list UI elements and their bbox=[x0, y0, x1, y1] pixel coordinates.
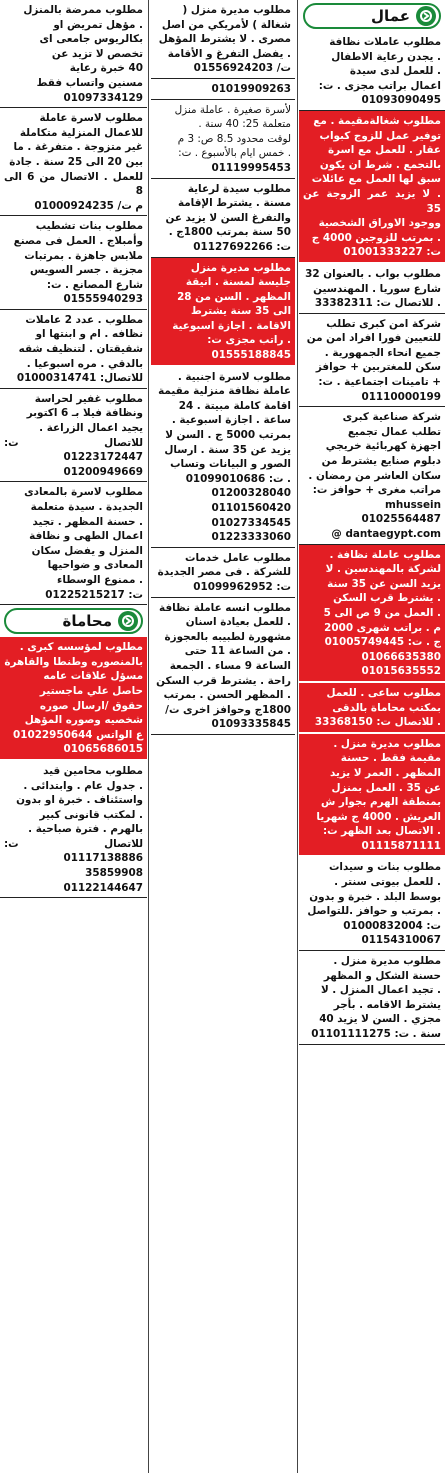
ad-text-line: الصور و البيانات وتساب bbox=[170, 458, 291, 471]
ad-phone: ت: 01001333227 bbox=[343, 246, 441, 259]
ad-text-line: . حسنة المظهر . تجيد bbox=[32, 515, 143, 528]
ad-text-line: الاقامة . اجازة اسبوعية bbox=[172, 319, 291, 332]
ad-text-line: عن 35 . العمل بمنزل bbox=[331, 781, 441, 794]
ad-text-line: واستئناف . خبرة او بدون bbox=[16, 794, 143, 807]
ad-phone: 01097334129 bbox=[63, 91, 143, 104]
ad-text-line: يجيد اعمال الزراعة . bbox=[39, 422, 143, 435]
ad-text-line: شركة امن كبرى تطلب bbox=[326, 317, 441, 330]
classified-ad bbox=[299, 111, 445, 264]
ad-phone: ت: 01099962952 bbox=[193, 580, 291, 593]
classified-ad bbox=[0, 108, 147, 216]
ad-text-line: بمكتب محاماة بالدقى bbox=[332, 701, 441, 714]
ad-text-line: اقامة كاملة مبيتة . 24 bbox=[178, 399, 291, 412]
ad-text-line: تطلب عمال تجميع bbox=[347, 425, 441, 438]
ad-text-line: . العمل من 9 ص الى 5 bbox=[323, 606, 441, 619]
column-left bbox=[0, 0, 147, 1473]
classified-ad bbox=[299, 734, 445, 858]
classified-ad bbox=[151, 258, 295, 367]
ad-text-line: مجزي . السن لا يزيد 40 bbox=[319, 1013, 441, 1026]
ad-text-line: مشهورة لطبيبه بالعجوزة bbox=[164, 630, 291, 643]
ad-text-line: لشركة بالمهندسين . لا bbox=[325, 563, 441, 576]
ad-text-line: 01027334545 bbox=[211, 516, 291, 529]
ad-text-line: الجديدة . سيدة متعلمة bbox=[30, 501, 143, 513]
ad-text-line: اعمال الطهى و نظافة bbox=[29, 530, 143, 543]
ad-text-line: مسنين واتساب فقط bbox=[36, 76, 143, 89]
ad-text-line: اجهزة كهربائية خريجي bbox=[325, 440, 441, 453]
ad-text-line: شقيقتان . لتنظيف شقه bbox=[18, 343, 143, 356]
ad-phone: 01093090495 bbox=[361, 94, 441, 107]
ad-text-line: 01223333060 bbox=[211, 531, 291, 544]
ad-text-line: ت: 01000832004 bbox=[343, 919, 441, 932]
ad-text-line: نظافه . ام و ابنتها او bbox=[35, 328, 143, 341]
ad-text-line: مطلوب مديرة منزل . bbox=[333, 737, 441, 750]
classified-ad bbox=[299, 32, 445, 111]
ad-text-line: 50 سنة بمرتب 1800ج . bbox=[168, 226, 291, 239]
ad-text-line: توفير عمل للزوج كبواب bbox=[319, 129, 441, 142]
ad-text-line: سكن للمغتربين + حوافز bbox=[315, 361, 441, 374]
column-divider bbox=[297, 0, 298, 1473]
ad-text-line: يزيد عن 35 سنة . ارسال bbox=[164, 443, 291, 456]
ad-text-line: مطلوب بنات و سيدات bbox=[328, 861, 441, 874]
ad-text-line: المعادى و ضواحيها bbox=[47, 559, 143, 572]
ad-text-line: . تجيد اعمال المنزل . لا bbox=[320, 984, 441, 997]
ads-list bbox=[0, 0, 147, 605]
ad-text-line: سكان العاشر من رمضان . bbox=[308, 469, 441, 482]
ad-text-line: مطلوب انسه عاملة نظافة bbox=[159, 601, 291, 614]
ad-text-line: دبلوم صنايع يشترط من bbox=[321, 455, 441, 468]
ad-text-line: 01200328040 bbox=[211, 487, 291, 500]
ad-text-line: م ت/ 01000924235 bbox=[34, 199, 143, 212]
classified-ad bbox=[0, 0, 147, 108]
classified-ad bbox=[299, 857, 445, 951]
ad-text-line: ملابس جاهزة . بمرتبات bbox=[24, 249, 143, 262]
ad-text-line: مطلوب لمؤسسه كبرى . bbox=[19, 641, 143, 654]
ad-text-line: اعمال براتب مجزى . ت: bbox=[318, 79, 441, 92]
ad-text-line: . للاتصال ت: 33368150 bbox=[314, 716, 441, 729]
ad-text-line: مطلوب لاسرة بالمعادى bbox=[24, 486, 143, 499]
ad-text-line: م . براتب شهرى 2000 bbox=[324, 621, 441, 634]
ad-text-line: . يجدن رعاية الاطفال bbox=[331, 50, 441, 63]
ad-text-line: عاملة نظافة منزلية مقيمة bbox=[158, 385, 291, 398]
classified-ad bbox=[0, 389, 147, 483]
ad-text-line: المنزل و يفضل سكان bbox=[31, 544, 143, 557]
ad-text-line: مطلوب لاسرة عاملة bbox=[39, 112, 143, 125]
ad-text-line: شركة صناعية كبرى bbox=[342, 411, 441, 424]
column-divider bbox=[148, 0, 149, 1473]
ad-text-line: . راتب مجزى ت: bbox=[207, 334, 291, 347]
ad-text-line: بكالريوس جامعى اى bbox=[39, 33, 143, 46]
ad-phone: ت: 01127692266 bbox=[193, 240, 291, 253]
ad-text-line: مطلوب غفير لحراسة bbox=[34, 392, 143, 405]
ad-text-line: وأمبلاج . العمل فى مصنع bbox=[13, 234, 143, 247]
ad-text-line: مطلوب . عدد 2 عاملات bbox=[25, 313, 143, 326]
ad-text-line: بالهرم . فترة صباحية . bbox=[28, 823, 143, 836]
ad-text-line: بمنطقة الهرم بجوار ش bbox=[320, 796, 441, 809]
ad-text-line: حقوق /ارسال صوره bbox=[39, 699, 143, 712]
ad-text-line: . للاتصال ت: 33382311 bbox=[314, 297, 441, 310]
ad-text-line: 01200949669 bbox=[63, 465, 143, 478]
ad-text-line: بوسط البلد . خبرة و بدون bbox=[309, 890, 441, 903]
ad-text-line: شغالة ) لأمريكي من اصل bbox=[161, 18, 291, 31]
ad-phone: 01019909263 bbox=[211, 82, 291, 95]
classified-ad bbox=[299, 264, 445, 314]
ad-phone: 01115871111 bbox=[361, 839, 441, 852]
ad-text-line: . للعمل بيوتى سنتر . bbox=[334, 876, 441, 889]
ad-text-line: . الاتصال بعد الظهر ت: bbox=[322, 825, 441, 838]
ad-text-line: . المظهر الحسن . بمرتب bbox=[163, 689, 291, 702]
ad-phone: 01093335845 bbox=[211, 718, 291, 731]
ad-text-line: . بمرتب و حوافز .للتواصل bbox=[307, 905, 441, 918]
classified-ad bbox=[151, 548, 295, 598]
ad-text-line: . ت: 01099010686 bbox=[185, 472, 291, 485]
ad-text-line: مطلوب شغالةمقيمة . مع bbox=[313, 114, 441, 127]
ad-text-line: لأسرة صغيرة . عاملة منزل bbox=[174, 103, 291, 116]
section-header-workers bbox=[303, 3, 441, 29]
ad-text-line: سبق لها العمل مع عائلات bbox=[311, 173, 441, 186]
ad-phone: 01555940293 bbox=[63, 293, 143, 306]
ad-text-line: غير متزوجة . متفرغة . ما bbox=[13, 141, 143, 154]
ad-text-line: . لا يزيد عمر الزوجة عن 35 bbox=[303, 187, 441, 215]
ad-text-line: حاصل علي ماجستير bbox=[39, 684, 143, 697]
ad-text-line: مصرى . لا يشترط المؤهل bbox=[158, 33, 291, 46]
ad-text-line: للاتصال ت: 01223172447 bbox=[4, 436, 143, 464]
ad-text-line: جليسة لمسنة . انيقة bbox=[185, 276, 291, 289]
ad-phone: 01110000199 bbox=[361, 390, 441, 403]
ad-text-line: ع الواتس 01022950644 bbox=[13, 728, 143, 741]
ad-text-line: بالمنصوره وطنطا والقاهرة bbox=[4, 655, 143, 668]
ad-text-line: حسنة الشكل و المظهر bbox=[323, 969, 441, 982]
classified-ad bbox=[299, 314, 445, 408]
ad-text-line: مطلوب عاملة نظافة . bbox=[329, 548, 441, 561]
ad-text-line: العريش . 4000 ج شهريا bbox=[316, 810, 441, 823]
ad-text-line: جميع انحاء الجمهورية . bbox=[324, 346, 441, 359]
ad-text-line: يشترط الاقامه . بأجر bbox=[333, 998, 441, 1011]
ad-text-line: شارع المصانع . ت: bbox=[46, 278, 143, 291]
ad-text-line: . ممنوع الوسطاء bbox=[57, 573, 143, 586]
ad-text-line: مطلوب سيدة لرعاية bbox=[187, 182, 291, 195]
ad-text-line: ساعة . اجازة اسبوعية . bbox=[171, 414, 291, 427]
classified-ad bbox=[0, 637, 147, 761]
ad-text-line: بين 20 الى 25 سنة . جادة bbox=[9, 155, 143, 168]
classified-ad bbox=[299, 683, 445, 734]
ad-text-line: مراتب مغرى + حوافز ت: bbox=[312, 484, 441, 497]
ad-text-line: 40 خبرة رعاية bbox=[69, 62, 143, 75]
ad-text-line: مجزية . جسر السويس bbox=[29, 264, 143, 277]
ad-text-line: مطلوب ممرضة بالمنزل bbox=[23, 4, 143, 16]
ad-text-line: يزيد السن عن 35 سنة bbox=[327, 577, 441, 590]
ad-text-line: . يفضل التفرغ و الأقامة bbox=[167, 47, 291, 60]
ad-phone: ت/ 01556924203 bbox=[193, 62, 291, 75]
classified-ad bbox=[151, 598, 295, 735]
ad-text-line: للعمل . الاتصال من 6 الى 8 bbox=[4, 170, 144, 198]
ad-text-line: + تامينات اجتماعية . ت: bbox=[318, 376, 441, 389]
classified-ad bbox=[151, 179, 295, 258]
ad-text-line: مطلوب محامين قيد bbox=[43, 764, 143, 777]
ad-text-line: للشركة . فى مصر الجديدة bbox=[157, 566, 291, 579]
classified-ad bbox=[151, 0, 295, 79]
classified-ad bbox=[0, 482, 147, 605]
ad-text-line: 01101560420 bbox=[211, 502, 291, 514]
ad-phone: 01555188845 bbox=[211, 349, 291, 362]
ad-text-line: 01015635552 bbox=[361, 665, 441, 678]
section-title: عمال bbox=[371, 7, 410, 25]
ad-text-line: . للعمل بعيادة اسنان bbox=[185, 616, 291, 629]
ad-text-line: مطلوب ساعى . للعمل bbox=[326, 686, 441, 699]
ad-text-line: ت: 01225215217 bbox=[45, 588, 143, 601]
ad-text-line: شارع سوريا . المهندسين bbox=[313, 282, 441, 295]
classified-ad bbox=[299, 407, 445, 544]
ad-text-line: عقار . للعمل مع اسرة bbox=[327, 144, 441, 157]
ad-text-line: ج . ت: 01005749445 bbox=[324, 636, 441, 649]
section-header-lawyers bbox=[4, 608, 143, 634]
green-circle-arrow-icon bbox=[416, 6, 436, 26]
ad-text-line: . خمس ايام بالأسبوع . ت: bbox=[178, 147, 291, 160]
ad-text-line: . جدول عام . وابتدائى . bbox=[23, 779, 143, 792]
ad-text-line: dantaegypt.com @ bbox=[331, 528, 441, 540]
ad-text-line: مطلوب مديرة منزل ( bbox=[182, 4, 291, 16]
ad-text-line: بالدقي . مره اسبوعيا . bbox=[26, 357, 143, 370]
ad-text-line: مطلوب عامل خدمات bbox=[185, 551, 291, 564]
ad-text-line: تخصص لا تزيد عن bbox=[51, 47, 143, 60]
classified-ad bbox=[299, 545, 445, 683]
ad-text-line: بمرتب 5000 ج . السن لا bbox=[165, 429, 291, 442]
ad-text-line: متعلمة 25: 40 سنة . bbox=[198, 118, 291, 131]
ad-text-line: . لمكتب قانونى كبير bbox=[39, 808, 143, 821]
classified-ad bbox=[0, 761, 147, 898]
ad-text-line: للاتصال ت: 01117138886 bbox=[4, 837, 143, 865]
ad-text-line: 01065686015 bbox=[63, 743, 143, 756]
ad-text-line: 01066635380 bbox=[361, 650, 441, 663]
ad-text-line: مطلوب لاسرة اجنبية . bbox=[177, 370, 291, 383]
classified-ad bbox=[299, 951, 445, 1045]
column-middle bbox=[151, 0, 295, 1473]
ad-text-line: 1800ج وحوافز اخرى ت/ bbox=[165, 703, 291, 716]
ad-text-line: مطلوب مديرة منزل bbox=[190, 261, 291, 274]
classified-ad bbox=[151, 100, 295, 179]
ads-list bbox=[151, 0, 295, 735]
ad-text-line: مطلوب بواب . بالعنوان 32 bbox=[305, 267, 441, 280]
ad-text-line: مطلوب مديرة منزل . bbox=[333, 955, 441, 968]
ad-text-line: للاتصال: 01000314741 bbox=[16, 372, 143, 385]
ad-text-line: مسؤل علاقات عامه bbox=[43, 670, 143, 683]
green-circle-arrow-icon bbox=[118, 611, 138, 631]
column-right bbox=[299, 0, 445, 1473]
ad-text-line: الساعة 9 مساء . الجمعة bbox=[169, 659, 291, 672]
ad-text-line: 01122144647 bbox=[63, 881, 143, 894]
classified-ad bbox=[0, 310, 147, 389]
ad-text-line: الى 35 سنة يشترط bbox=[190, 305, 291, 318]
ad-text-line: . يشترط قرب السكن bbox=[333, 592, 441, 605]
classified-ad bbox=[151, 79, 295, 100]
ad-text-line: . للعمل لدى سيدة bbox=[349, 65, 441, 78]
ad-text-line: والتفرغ السن لا يزيد عن bbox=[165, 211, 291, 224]
ad-text-line: مسنة . يشترط الإقامة bbox=[177, 197, 291, 210]
ad-text-line: ونظافة فيلا بـ 6 اكتوبر bbox=[26, 407, 143, 420]
ad-text-line: مطلوب بنات تشطيب bbox=[35, 220, 143, 233]
ad-text-line: للتعيين فورا افراد امن من bbox=[306, 332, 441, 345]
ad-text-line: راحة . يشترط قرب السكن bbox=[156, 674, 291, 687]
ad-text-line: mhussein 01025564487 bbox=[361, 498, 441, 526]
ad-text-line: شخصيه وصوره المؤهل bbox=[24, 714, 143, 727]
ad-text-line: المظهر . العمر لا يزيد bbox=[329, 766, 441, 779]
ad-text-line: مقيمة فقط . حسنة bbox=[340, 752, 441, 765]
ads-list bbox=[0, 637, 147, 898]
ad-text-line: . بمرتب للزوجين 4000 ج bbox=[311, 231, 441, 244]
ad-text-line: 35859908 bbox=[85, 867, 143, 880]
ad-text-line: . مؤهل تمريض او bbox=[53, 18, 143, 31]
ad-text-line: بالتجمع . شرط ان يكون bbox=[319, 158, 441, 171]
ad-text-line: لوقت محدود 8.5 ص: 3 م bbox=[177, 132, 291, 145]
section-title: محاماة bbox=[62, 612, 112, 631]
ad-text-line: المظهر . السن من 28 bbox=[177, 290, 291, 303]
ads-list bbox=[299, 32, 445, 1045]
ad-text-line: ووجود الاوراق الشخصية bbox=[318, 217, 441, 230]
classified-ad bbox=[151, 367, 295, 548]
ad-phone: 01154310067 bbox=[361, 934, 441, 947]
ad-text-line: مطلوب عاملات نظافة bbox=[329, 36, 441, 48]
ad-text-line: سنة . ت: 01101111275 bbox=[311, 1028, 441, 1040]
ad-text-line: . من الساعة 11 حتى bbox=[184, 645, 291, 658]
ad-phone: 01119995453 bbox=[211, 161, 291, 174]
ad-text-line: للاعمال المنزلية متكاملة bbox=[19, 126, 143, 139]
classified-ad bbox=[0, 216, 147, 310]
